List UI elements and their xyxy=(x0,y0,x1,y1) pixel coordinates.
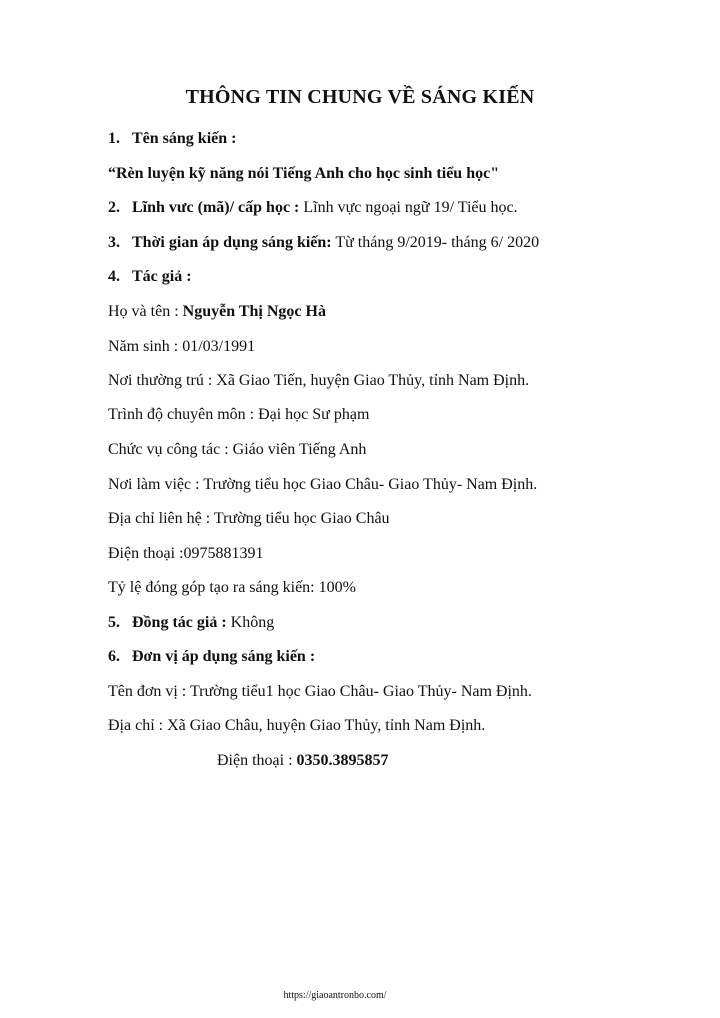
section-1-heading xyxy=(108,129,236,149)
unit-phone-line xyxy=(217,751,389,771)
author-address-line: Địa chỉ liên hệ : Trường tiểu học Giao Châu xyxy=(108,510,390,527)
section-label: Tác giả : xyxy=(132,268,192,285)
section-label: Lĩnh vưc (mã)/ cấp học : xyxy=(132,199,300,216)
section-5-line xyxy=(108,613,274,633)
unit-name-line: Tên đơn vị : Trường tiểu1 học Giao Châu- Giao Thủy- Nam Định. xyxy=(108,683,532,700)
unit-phone-value: 0350.3895857 xyxy=(296,752,389,769)
section-label: Đồng tác giả : xyxy=(132,614,227,631)
section-label: Đơn vị áp dụng sáng kiến : xyxy=(132,648,316,665)
author-birth-line: Năm sinh : 01/03/1991 xyxy=(108,338,256,355)
section-label: Tên sáng kiến : xyxy=(132,130,237,147)
initiative-title: “Rèn luyện kỹ năng nói Tiếng Anh cho học sinh tiểu học" xyxy=(108,165,500,182)
section-value: Không xyxy=(226,614,275,631)
author-qualification-line: Trình độ chuyên môn : Đại học Sư phạm xyxy=(108,406,370,423)
author-workplace-line: Nơi làm việc : Trường tiểu học Giao Châu- Giao Thủy- Nam Định. xyxy=(108,476,538,493)
footer-url: https://giaoantronbo.com/ xyxy=(283,990,387,1001)
section-label: Thời gian áp dụng sáng kiến: xyxy=(132,234,332,251)
section-number: 1. xyxy=(108,130,120,147)
author-name-label: Họ và tên : xyxy=(108,303,183,320)
section-number: 2. xyxy=(108,199,120,216)
section-number: 5. xyxy=(108,614,120,631)
author-name-value: Nguyễn Thị Ngọc Hà xyxy=(182,303,326,320)
author-phone-line: Điện thoại :0975881391 xyxy=(108,545,264,562)
section-4-heading xyxy=(108,267,192,287)
page-title: THÔNG TIN CHUNG VỀ SÁNG KIẾN xyxy=(185,86,535,108)
section-value: Lĩnh vực ngoại ngữ 19/ Tiểu học. xyxy=(299,199,518,216)
author-position-line: Chức vụ công tác : Giáo viên Tiếng Anh xyxy=(108,441,367,458)
section-6-heading xyxy=(108,647,315,667)
section-number: 4. xyxy=(108,268,120,285)
unit-address-line: Địa chỉ : Xã Giao Châu, huyện Giao Thủy, tỉnh Nam Định. xyxy=(108,717,486,734)
author-name-line xyxy=(108,302,326,322)
section-2-line xyxy=(108,198,518,218)
section-number: 3. xyxy=(108,234,120,251)
unit-phone-label: Điện thoại : xyxy=(217,752,297,769)
section-3-line xyxy=(108,233,539,253)
section-value: Từ tháng 9/2019- tháng 6/ 2020 xyxy=(331,234,540,251)
section-number: 6. xyxy=(108,648,120,665)
author-residence-line: Nơi thường trú : Xã Giao Tiến, huyện Giao Thủy, tỉnh Nam Định. xyxy=(108,372,530,389)
author-contribution-line: Tỷ lệ đóng góp tạo ra sáng kiến: 100% xyxy=(108,579,356,596)
